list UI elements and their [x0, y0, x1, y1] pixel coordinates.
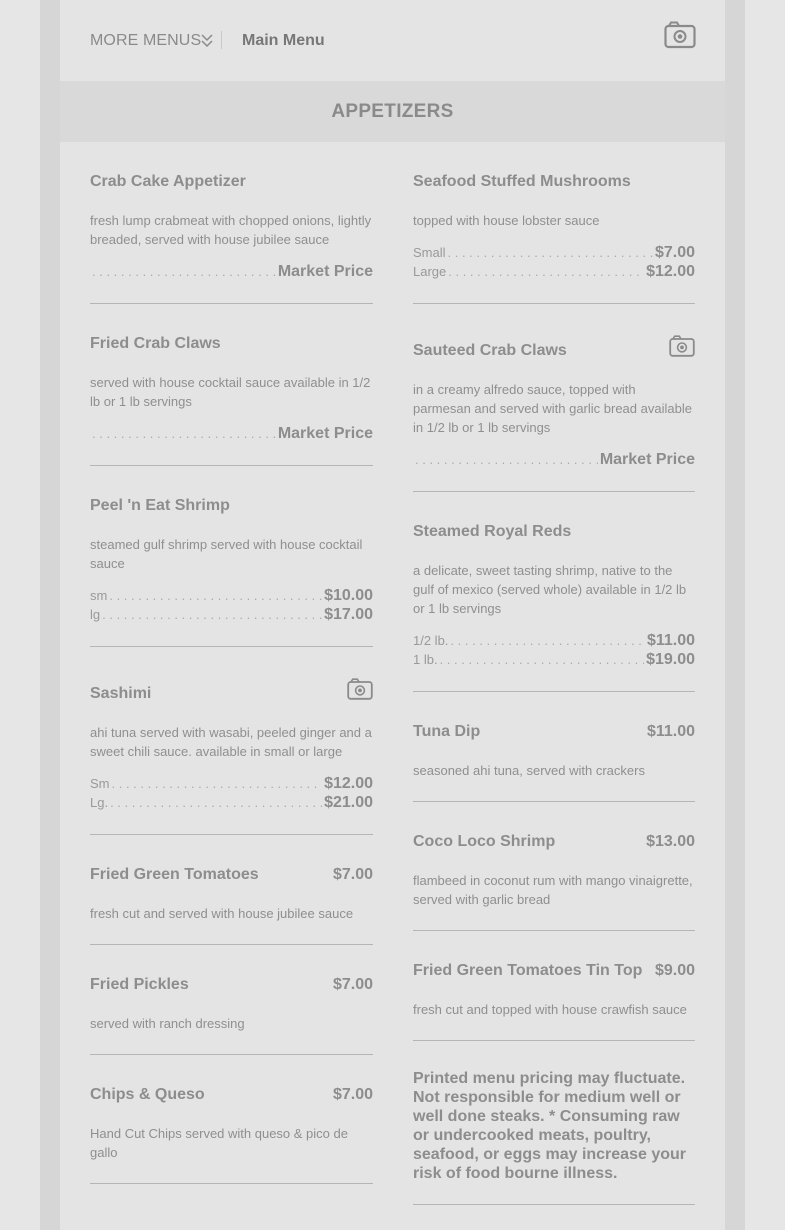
menu-item-header	[90, 866, 373, 886]
menu-item-description: served with house cocktail sauce available in 1/2 lb or 1 lb servings	[90, 375, 371, 409]
menu-item-header	[413, 342, 695, 362]
right-menu-column	[413, 142, 695, 1205]
price-value: $19.00	[646, 651, 695, 668]
price-list	[90, 775, 373, 813]
price-row	[413, 632, 695, 651]
menu-item-name: Tuna Dip	[413, 723, 481, 740]
price-value: Market Price	[277, 425, 373, 442]
menu-item-header	[90, 335, 373, 355]
price-value: $21.00	[324, 794, 373, 811]
menu-item-header	[90, 1086, 373, 1106]
menu-item-price: $7.00	[332, 1086, 373, 1103]
menu-item	[413, 492, 695, 692]
menu-item	[90, 835, 373, 945]
menu-item-header	[413, 723, 695, 743]
menu-item-description: Hand Cut Chips served with queso & pico de gallo	[90, 1126, 348, 1160]
menu-item	[413, 692, 695, 802]
price-size-label: 1 lb.	[413, 652, 438, 667]
price-leader-dots	[448, 264, 644, 279]
price-row	[413, 244, 695, 263]
price-value: $7.00	[654, 244, 695, 261]
pricing-disclaimer: Printed menu pricing may fluctuate. Not responsible for medium well or well done steaks. * Consuming raw or undercooked meats, poultry, seafood, or eggs may increase your risk of food bourne illness.	[413, 1041, 695, 1205]
menu-item-header	[90, 173, 373, 193]
menu-item	[90, 1055, 373, 1184]
price-leader-dots	[110, 795, 322, 810]
camera-icon[interactable]	[669, 335, 695, 357]
price-row	[90, 425, 373, 444]
price-leader-dots	[450, 633, 645, 648]
menu-item-description: fresh cut and topped with house crawfish sauce	[413, 1002, 687, 1017]
price-row	[90, 794, 373, 813]
nav-divider	[221, 31, 222, 49]
menu-item-name: Sashimi	[90, 685, 152, 702]
section-title: APPETIZERS	[331, 101, 454, 122]
menu-item-description: flambeed in coconut rum with mango vinaigrette, served with garlic bread	[413, 873, 693, 907]
price-row	[413, 651, 695, 670]
menu-item	[413, 142, 695, 304]
menu-item-price: $7.00	[332, 976, 373, 993]
price-size-label: 1/2 lb.	[413, 633, 449, 648]
price-row	[413, 263, 695, 282]
price-size-label: Lg.	[90, 795, 109, 810]
menu-item-price: $7.00	[332, 866, 373, 883]
price-list	[413, 632, 695, 670]
menu-item-description: topped with house lobster sauce	[413, 213, 600, 228]
price-row	[90, 587, 373, 606]
menu-item-name: Steamed Royal Reds	[413, 523, 572, 540]
menu-item	[413, 931, 695, 1041]
price-value: $12.00	[646, 263, 695, 280]
menu-item-price: $13.00	[646, 833, 695, 850]
price-value: $11.00	[646, 632, 695, 649]
menu-item-name: Fried Crab Claws	[90, 335, 221, 352]
menu-item-header	[413, 173, 695, 193]
price-row	[90, 775, 373, 794]
price-value: Market Price	[599, 451, 695, 468]
menu-item-name: Fried Green Tomatoes Tin Top	[413, 962, 643, 979]
menu-item-name: Chips & Queso	[90, 1086, 205, 1103]
menu-item	[90, 945, 373, 1055]
menu-item-description: steamed gulf shrimp served with house cocktail sauce	[90, 537, 363, 571]
top-navigation	[60, 0, 725, 81]
menu-item-header	[413, 962, 695, 982]
price-size-label: lg	[90, 607, 101, 622]
price-list	[413, 244, 695, 282]
price-leader-dots	[112, 776, 323, 791]
left-menu-column	[90, 142, 373, 1184]
menu-item-description: in a creamy alfredo sauce, topped with parmesan and served with garlic bread available in 1/2 lb or 1 lb servings	[413, 382, 692, 435]
menu-item-description: served with ranch dressing	[90, 1016, 245, 1031]
menu-item-description: fresh cut and served with house jubilee sauce	[90, 906, 354, 921]
menu-item	[90, 466, 373, 647]
section-header	[60, 81, 725, 142]
menu-item-description: fresh lump crabmeat with chopped onions, lightly breaded, served with house jubilee sauce	[90, 213, 372, 247]
main-menu-link[interactable]: Main Menu	[242, 32, 325, 49]
price-value: $10.00	[324, 587, 373, 604]
price-row	[413, 451, 695, 470]
price-leader-dots	[109, 588, 322, 603]
menu-item	[413, 802, 695, 931]
menu-item-name: Sauteed Crab Claws	[413, 342, 567, 359]
menu-item-name: Crab Cake Appetizer	[90, 173, 246, 190]
more-menus-button[interactable]: MORE MENUS	[90, 32, 202, 49]
price-list	[90, 263, 373, 282]
price-list	[90, 587, 373, 625]
price-size-label: Large	[413, 264, 447, 279]
price-row	[90, 606, 373, 625]
price-leader-dots	[440, 652, 644, 667]
menu-item	[90, 304, 373, 466]
menu-item-price: $11.00	[646, 723, 695, 740]
price-size-label: Sm	[90, 776, 110, 791]
price-leader-dots	[102, 607, 322, 622]
price-value: Market Price	[277, 263, 373, 280]
menu-item-description: seasoned ahi tuna, served with crackers	[413, 763, 645, 778]
menu-item-name: Fried Green Tomatoes	[90, 866, 259, 883]
camera-icon[interactable]	[664, 21, 696, 49]
price-leader-dots	[448, 245, 653, 260]
menu-item-description: a delicate, sweet tasting shrimp, native to the gulf of mexico (served whole) available in 1/2 lb or 1 lb servings	[413, 563, 687, 616]
menu-item-header	[90, 497, 373, 517]
menu-item-name: Seafood Stuffed Mushrooms	[413, 173, 631, 190]
menu-item	[413, 304, 695, 492]
menu-item-header	[413, 833, 695, 853]
camera-icon[interactable]	[347, 678, 373, 700]
price-leader-dots	[92, 426, 276, 441]
menu-item	[90, 647, 373, 835]
price-value: $17.00	[324, 606, 373, 623]
menu-item-name: Fried Pickles	[90, 976, 189, 993]
menu-item-header	[90, 976, 373, 996]
menu-item-header	[90, 685, 373, 705]
price-size-label: Small	[413, 245, 446, 260]
menu-item-name: Coco Loco Shrimp	[413, 833, 556, 850]
price-leader-dots	[415, 452, 598, 467]
price-value: $12.00	[324, 775, 373, 792]
price-list	[90, 425, 373, 444]
price-size-label: sm	[90, 588, 108, 603]
price-leader-dots	[92, 264, 276, 279]
menu-item-price: $9.00	[654, 962, 695, 979]
menu-item	[90, 142, 373, 304]
price-row	[90, 263, 373, 282]
menu-item-header	[413, 523, 695, 543]
menu-item-name: Peel 'n Eat Shrimp	[90, 497, 230, 514]
double-chevron-down-icon[interactable]	[200, 32, 214, 48]
price-list	[413, 451, 695, 470]
menu-item-description: ahi tuna served with wasabi, peeled ginger and a sweet chili sauce. available in small or large	[90, 725, 372, 759]
